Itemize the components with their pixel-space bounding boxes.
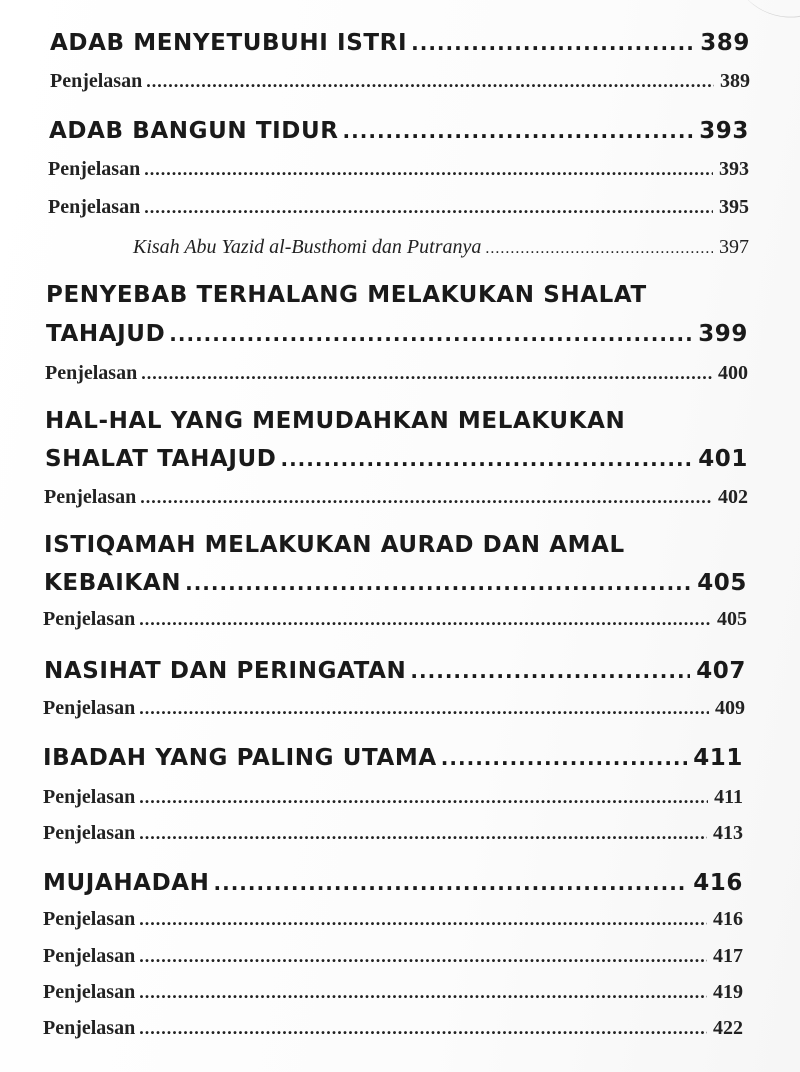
toc-sub-entry	[50, 70, 750, 93]
toc-heading-title: NASIHAT DAN PERINGATAN	[44, 658, 407, 684]
toc-sub-entry	[43, 608, 747, 631]
toc-entry-title: Penjelasan	[43, 1017, 136, 1039]
toc-heading-title-line: PENYEBAB TERHALANG MELAKUKAN SHALAT	[46, 282, 647, 308]
toc-page-number: 402	[718, 486, 748, 508]
toc-entry-title: Penjelasan	[43, 822, 136, 844]
toc-page-number: 411	[693, 745, 743, 771]
toc-sub-entry	[44, 486, 748, 509]
toc-page-number: 417	[713, 945, 743, 967]
toc-entry-title: Penjelasan	[45, 362, 138, 384]
toc-heading-entry	[45, 446, 748, 472]
toc-page-number: 393	[699, 118, 749, 144]
toc-sub-entry	[43, 945, 743, 968]
toc-heading-entry	[44, 570, 747, 596]
toc-entry-title: Penjelasan	[50, 70, 143, 92]
toc-entry-title: Penjelasan	[48, 158, 141, 180]
toc-heading-title: TAHAJUD	[46, 321, 166, 347]
dot-leader	[139, 698, 709, 719]
toc-page-number: 416	[713, 908, 743, 930]
toc-page-number: 399	[698, 321, 748, 347]
dot-leader	[144, 159, 713, 180]
dot-leader	[139, 787, 708, 808]
toc-page-number: 400	[718, 362, 748, 384]
dot-leader	[139, 823, 707, 844]
toc-heading-title: MUJAHADAH	[43, 870, 210, 896]
toc-heading-title-line: HAL-HAL YANG MEMUDAHKAN MELAKUKAN	[45, 408, 626, 434]
toc-heading-entry	[46, 321, 748, 347]
toc-heading-entry	[49, 118, 749, 144]
toc-heading-entry	[50, 30, 750, 56]
dot-leader	[441, 746, 687, 770]
dot-leader	[139, 1018, 707, 1039]
toc-page-number: 401	[698, 446, 748, 472]
toc-sub-entry	[43, 697, 745, 720]
toc-sub-entry	[43, 822, 743, 845]
dot-leader	[410, 659, 690, 683]
dot-leader	[139, 982, 707, 1003]
dot-leader	[343, 119, 694, 143]
toc-entry-title: Penjelasan	[43, 608, 136, 630]
toc-page-number: 419	[713, 981, 743, 1003]
toc-subsub-entry	[133, 236, 749, 259]
dot-leader	[169, 322, 692, 346]
toc-entry-title: Penjelasan	[48, 196, 141, 218]
toc-sub-entry	[48, 158, 749, 181]
toc-page-number: 411	[714, 786, 743, 808]
toc-page-number: 409	[715, 697, 745, 719]
toc-entry-title: Penjelasan	[44, 486, 137, 508]
dot-leader	[144, 197, 713, 218]
toc-entry-title: Kisah Abu Yazid al-Busthomi dan Putranya	[133, 236, 482, 258]
dot-leader	[140, 487, 712, 508]
toc-sub-entry	[43, 786, 743, 809]
toc-page-number: 397	[719, 236, 749, 258]
toc-entry-title: Penjelasan	[43, 945, 136, 967]
toc-heading-title: KEBAIKAN	[44, 570, 182, 596]
toc-heading-title: SHALAT TAHAJUD	[45, 446, 277, 472]
toc-heading-entry	[43, 745, 743, 771]
toc-entry-title: Penjelasan	[43, 697, 136, 719]
page-corner-curl	[733, 0, 800, 33]
dot-leader	[139, 909, 707, 930]
toc-heading-title: ADAB MENYETUBUHI ISTRI	[50, 30, 408, 56]
toc-page-number: 416	[693, 870, 743, 896]
dot-leader	[185, 571, 691, 595]
toc-sub-entry	[48, 196, 749, 219]
toc-sub-entry	[43, 981, 743, 1004]
toc-heading-title: IBADAH YANG PALING UTAMA	[43, 745, 437, 771]
dot-leader	[139, 946, 707, 967]
toc-page-number: 389	[720, 70, 750, 92]
toc-page-number: 407	[696, 658, 746, 684]
toc-entry-title: Penjelasan	[43, 981, 136, 1003]
dot-leader	[485, 240, 713, 258]
dot-leader	[214, 871, 688, 895]
toc-heading-title-line: ISTIQAMAH MELAKUKAN AURAD DAN AMAL	[44, 532, 625, 558]
toc-heading-title: ADAB BANGUN TIDUR	[49, 118, 339, 144]
dot-leader	[146, 71, 714, 92]
toc-heading-entry	[44, 658, 746, 684]
toc-page-number: 393	[719, 158, 749, 180]
toc-page-number: 422	[713, 1017, 743, 1039]
dot-leader	[139, 609, 711, 630]
toc-entry-title: Penjelasan	[43, 908, 136, 930]
toc-entry-title: Penjelasan	[43, 786, 136, 808]
toc-sub-entry	[45, 362, 748, 385]
toc-page-number: 405	[697, 570, 747, 596]
toc-sub-entry	[43, 1017, 743, 1040]
dot-leader	[141, 363, 712, 384]
toc-page-number: 413	[713, 822, 743, 844]
dot-leader	[280, 447, 692, 471]
toc-sub-entry	[43, 908, 743, 931]
toc-heading-entry	[43, 870, 743, 896]
toc-page-number: 395	[719, 196, 749, 218]
dot-leader	[411, 31, 694, 55]
toc-page-number: 389	[700, 30, 750, 56]
toc-page-number: 405	[717, 608, 747, 630]
